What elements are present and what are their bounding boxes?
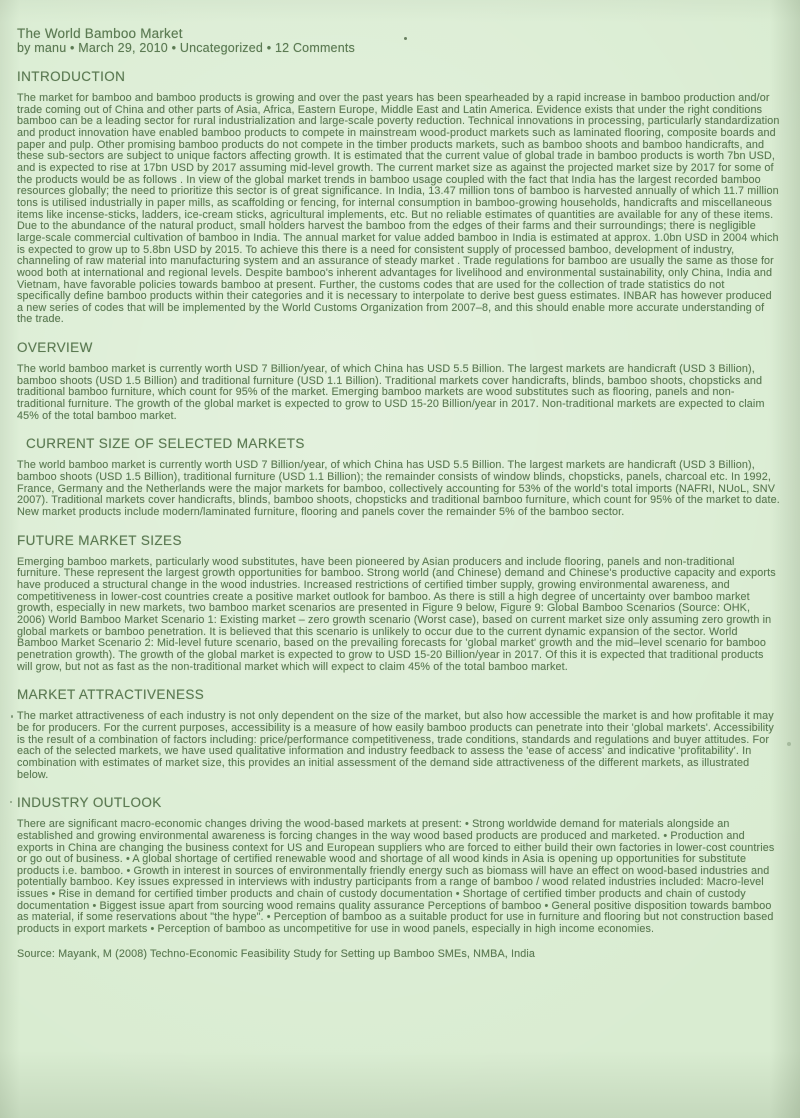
section-overview — [17, 340, 780, 422]
section-body-future-market-sizes: Emerging bamboo markets, particularly wood substitutes, have been pioneered by Asian producers and include flooring, panels and non-traditional furniture. These represent the largest growth opportunities for bamboo. Strong world (and Chinese) demand and Chinese's productive capacity and exports have produced a structural change in the wood industries. Increased restrictions of certified timber supply, growing environmental awareness, and competitiveness in lower-cost countries create a positive market outlook for bamboo. As there is still a high degree of uncertainty over bamboo market growth, especially in new markets, two bamboo market scenarios are presented in Figure 9 below, Figure 9: Global Bamboo Scenarios (Source: OHK, 2006) World Bamboo Market Scenario 1: Existing market – zero growth scenario (Worst case), based on current market size only assuming zero growth in global markets or bamboo penetration. It is believed that this scenario is unlikely to occur due to the current dynamic expansion of the sector. World Bamboo Market Scenario 2: Mid-level future scenario, based on the prevailing forecasts for 'global market' growth and the mid–level scenario for bamboo penetration growth). The growth of the global market is expected to grow to USD 15-20 Billion/year in 2017. Of this it is expected that traditional products will grow, but not as fast as the non-traditional market which will expect to claim 45% of the total bamboo market. — [17, 555, 776, 673]
section-current-size — [17, 436, 780, 518]
post-title: The World Bamboo Market — [17, 26, 183, 41]
scan-speck — [404, 37, 407, 40]
section-introduction — [17, 69, 780, 326]
section-body-current-size: The world bamboo market is currently worth USD 7 Billion/year, of which China has USD 5.5 Billion. The largest markets are handicraft (USD 3 Billion), bamboo shoots (USD 1.5 Billion), traditional furniture (USD 1.1 Billion); the remainder consists of window blinds, chopsticks, panels, charcoal etc. In 1992, France, Germany and the Netherlands were the major markets for bamboo, collectively accounting for 53% of the world's total imports (NAFRI, NUoL, SNV 2007). Traditional markets cover handicrafts, blinds, bamboo shoots, chopsticks and traditional bamboo furniture, which count for 95% of the market to date. New market products include modern/laminated furniture, flooring and panels cover the remainder 5% of the bamboo sector. — [17, 459, 780, 519]
scan-speck — [10, 801, 12, 803]
section-market-attractiveness — [17, 687, 780, 781]
section-body-introduction: The market for bamboo and bamboo products is growing and over the past years has been spearheaded by a rapid increase in bamboo production and/or trade coming out of China and other parts of Asia, Africa, Eastern Europe, Middle East and Latin America. Evidence exists that under the right conditions bamboo can be a leading sector for rural industrialization and large-scale poverty reduction. Technical innovations in processing, particularly standardization and product innovation have enabled bamboo products to compete in mainstream wood-product markets such as laminated flooring, composite boards and paper and pulp. Other promising bamboo products do not compete in the timber products markets, such as bamboo shoots and bamboo handicrafts, and these sub-sectors are subject to unique factors affecting growth. It is estimated that the current value of global trade in bamboo products is worth 7bn USD, and is expected to rise at 17bn USD by 2017 assuming mid-level growth. The current market size as against the projected market size by 2017 for some of the products would be as follows . In view of the global market trends in bamboo usage coupled with the fact that India has the largest recorded bamboo resources globally; the need to prioritize this sector is of great significance. In India, 13.47 million tons of bamboo is harvested annually of which 11.7 million tons is utilised industrially in paper mills, as scaffolding or fencing, for internal consumption in bamboo-growing households, handicrafts and miscellaneous items like incense-sticks, ladders, ice-cream sticks, agricultural implements, etc. But no reliable estimates of quantities are available for any of these items. Due to the abundance of the natural product, small holders harvest the bamboo from the edges of their farms and their surroundings; there is negligible large-scale commercial cultivation of bamboo in India. The annual market for value added bamboo in India is estimated at approx. 1.0bn USD in 2004 which is expected to grow up to 5.8bn USD by 2015. To achieve this there is a need for consistent supply of processed bamboo, development of industry, channeling of raw material into manufacturing system and an assurance of steady market . Trade regulations for bamboo are usually the same as those for wood both at international and regional levels. Despite bamboo's inherent advantages for livelihood and environmental sustainability, only China, India and Vietnam, have favorable policies towards bamboo at present. Further, the customs codes that are used for the collection of trade statistics do not specifically define bamboo products within their categories and it is necessary to interpolate to derive best guess estimates. INBAR has however produced a new series of codes that will be implemented by the World Customs Organization from 2007–8, and this should enable more accurate understanding of the trade. — [17, 92, 780, 326]
section-industry-outlook — [17, 795, 780, 936]
post-byline: by manu • March 29, 2010 • Uncategorized • 12 Comments — [17, 41, 355, 55]
section-heading-current-size: CURRENT SIZE OF SELECTED MARKETS — [26, 436, 305, 452]
scan-speck — [11, 715, 13, 718]
section-heading-industry-outlook: INDUSTRY OUTLOOK — [17, 795, 162, 811]
section-heading-overview: OVERVIEW — [17, 340, 93, 356]
section-heading-future-market-sizes: FUTURE MARKET SIZES — [17, 532, 182, 548]
source-citation: Source: Mayank, M (2008) Techno-Economic Feasibility Study for Setting up Bamboo SMEs, NMBA, India — [17, 947, 536, 960]
section-body-industry-outlook: There are significant macro-economic changes driving the wood-based markets at present: • Strong worldwide demand for materials alongside an established and growing environmental awareness is forcing changes in the way wood based products are produced and marketed. • Production and exports in China are changing the business context for US and European suppliers who are forced to either build their own factories in lower-cost countries or go out of business. • A global shortage of certified renewable wood and shortage of all wood kinds in Asia is opening up opportunities for substitute products i.e. bamboo. • Growth in interest in sources of environmentally friendly energy such as biomass will have an effect on wood-based industries and potentially bamboo. Key issues expressed in interviews with industry participants from a range of bamboo / wood related industries included: Macro-level issues • Rise in demand for certified timber products and chain of custody documentation • Shortage of certified timber products and chain of custody documentation • Biggest issue apart from sourcing wood remains quality assurance Perceptions of bamboo • General positive disposition towards bamboo as material, if some reservations about "the hype". • Perception of bamboo as a suitable product for use in furniture and flooring but not construction based products in export markets • Perception of bamboo as uncompetitive for use in wood panels, especially in high income economies. — [17, 818, 775, 936]
scan-speck — [787, 742, 791, 746]
section-heading-market-attractiveness: MARKET ATTRACTIVENESS — [17, 687, 205, 703]
section-future-market-sizes — [17, 533, 780, 674]
section-heading-introduction: INTRODUCTION — [17, 69, 126, 84]
section-body-overview: The world bamboo market is currently worth USD 7 Billion/year, of which China has USD 5.5 Billion. The largest markets are handicraft (USD 3 Billion), bamboo shoots (USD 1.5 Billion) and traditional furniture (USD 1.1 Billion). Traditional markets cover handicrafts, blinds, bamboo shoots, chopsticks and traditional bamboo furniture, which count for 95% of the market. Emerging bamboo markets are wood substitutes such as flooring, panels and non-traditional furniture. The growth of the global market is expected to grow to USD 15-20 Billion/year in 2017. Non-traditional markets are expected to claim 45% of the total bamboo market. — [17, 363, 765, 422]
section-body-market-attractiveness: The market attractiveness of each industry is not only dependent on the size of the market, but also how accessible the market is and how profitable it may be for producers. For the current purposes, accessibility is a measure of how easily bamboo products can penetrate into their 'global markets'. Accessibility is the result of a combination of factors including: price/performance competitiveness, trade conditions, standards and regulations and buyer attitudes. For each of the selected markets, we have used qualitative information and industry feedback to assess the 'ease of access' and indicative 'profitability'. In combination with estimates of market size, this provides an initial assessment of the demand side attractiveness of the different markets, as illustrated below. — [17, 710, 774, 781]
